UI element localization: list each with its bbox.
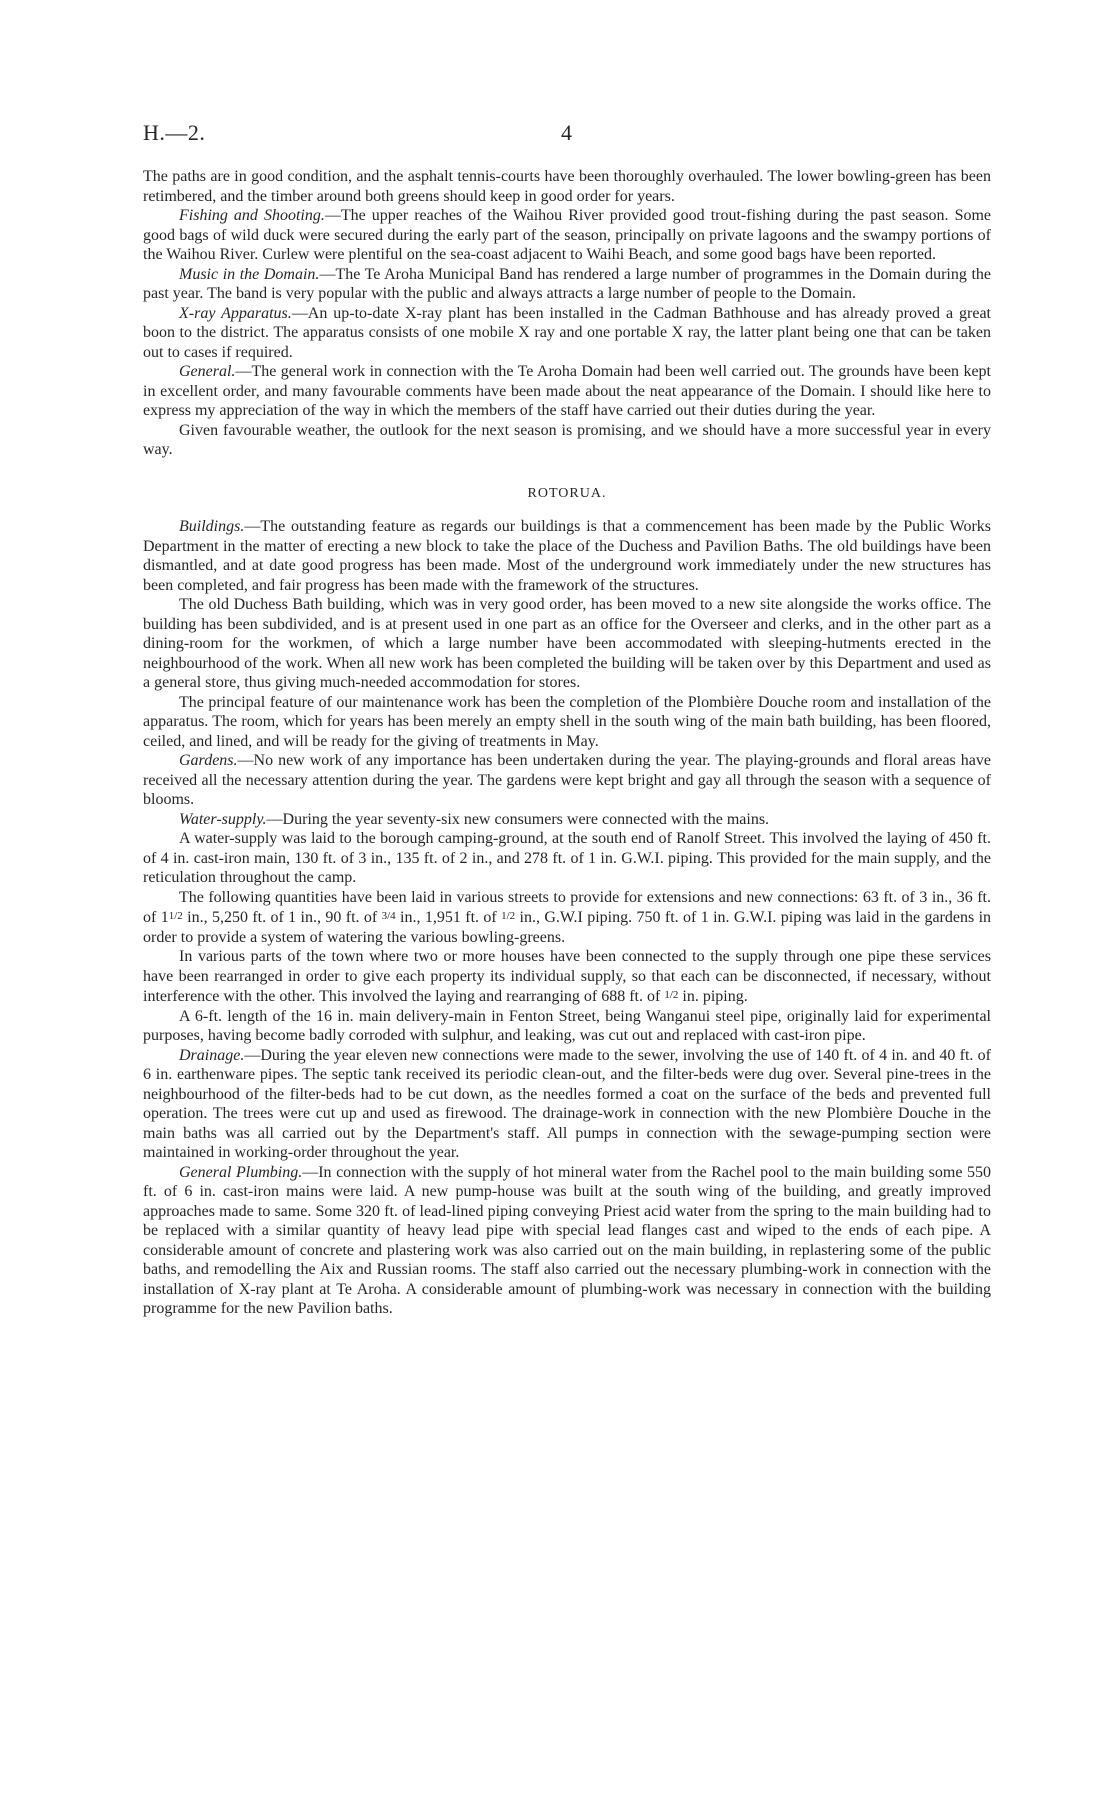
section-heading-drainage: Drainage.	[179, 1046, 245, 1064]
section-heading-general-plumbing: General Plumbing.	[179, 1163, 303, 1181]
fraction: 1/2	[168, 910, 183, 922]
document-body	[143, 167, 991, 1319]
paragraph-buildings: Buildings.—The outstanding feature as regards our buildings is that a commencement has been made by the Public Works Department in the matter of erecting a new block to take the place of the Duchess and Pavilion Baths. The old buildings have been dismantled, and at date good progress has been made. Most of the underground work immediately under the new structures has been completed, and fair progress has been made with the framework of the structures.	[143, 518, 991, 594]
section-heading-music: Music in the Domain.	[179, 265, 320, 283]
document-id: H.—2.	[143, 120, 206, 145]
paragraph-water-supply: Water-supply.—During the year seventy-six new consumers were connected with the mains.	[179, 810, 770, 828]
section-title-rotorua: ROTORUA.	[527, 485, 607, 501]
section-heading-xray: X-ray Apparatus.	[179, 304, 292, 322]
paragraph-plombiere: The principal feature of our maintenance work has been the completion of the Plombière Douche room and installation of the apparatus. The room, which for years has been merely an empty shell in the south wing of the main bath building, has been floored, ceiled, and lined, and will be ready for the giving of treatments in May.	[143, 693, 991, 750]
section-heading-gardens: Gardens.	[179, 752, 238, 769]
fraction: 3/4	[381, 910, 396, 922]
section-heading-fishing: Fishing and Shooting.	[179, 207, 325, 224]
paragraph-quantities: The following quantities have been laid in various streets to provide for extensions and new connections: 63 ft. of 3 in., 36 ft. of 11/2 in., 5,250 ft. of 1 in., 90 ft. of 3/4 in., 1,951 ft. of 1/2 in., G.W.I piping. 750 ft. of 1 in. G.W.I. piping was laid in the gardens in order to provide a system of watering the various bowling-greens.	[143, 888, 992, 946]
paragraph-gardens: Gardens.—No new work of any importance has been undertaken during the year. The playing-grounds and floral areas have received all the necessary attention during the year. The gardens were kept bright and gay all through the season with a sequence of blooms.	[143, 752, 991, 808]
page-number: 4	[561, 120, 572, 145]
fraction: 1/2	[501, 910, 516, 922]
paragraph-outlook: Given favourable weather, the outlook for the next season is promising, and we should have a more successful year in every way.	[143, 421, 991, 458]
paragraph-rearranged-services: In various parts of the town where two or more houses have been connected to the supply through one pipe these services have been rearranged in order to give each property its individual supply, so that each can be disconnected, if necessary, without interference with the other. This involved the laying and rearranging of 688 ft. of 1/2 in. piping.	[143, 948, 991, 1005]
section-heading-general: General.	[179, 363, 236, 380]
paragraph-xray: X-ray Apparatus.—An up-to-date X-ray plant has been installed in the Cadman Bathhouse and has already proved a great boon to the district. The apparatus consists of one mobile X ray and one portable X ray, the latter plant being one that can be taken out to cases if required.	[143, 304, 992, 361]
paragraph-delivery-main: A 6-ft. length of the 16 in. main delivery-main in Fenton Street, being Wanganui steel pipe, originally laid for experimental purposes, having become badly corroded with sulphur, and leaking, was cut out and replaced with cast-iron pipe.	[143, 1007, 991, 1044]
paragraph-general-plumbing: General Plumbing.—In connection with the supply of hot mineral water from the Rachel pool to the main building some 550 ft. of 6 in. cast-iron mains were laid. A new pump-house was built at the south wing of the building, and greatly improved approaches made to same. Some 320 ft. of lead-lined piping conveying Priest acid water from the spring to the main building had to be replaced with a similar quantity of heavy lead pipe with special lead flanges cast and wiped to the ends of each pipe. A considerable amount of concrete and plastering work was also carried out on the main building, in replastering some of the public baths, and remodelling the Aix and Russian rooms. The staff also carried out the necessary plumbing-work in connection with the installation of X-ray plant at Te Aroha. A considerable amount of plumbing-work was necessary in connection with the building programme for the new Pavilion baths.	[143, 1163, 992, 1317]
paragraph-fishing-shooting: Fishing and Shooting.—The upper reaches of the Waihou River provided good trout-fishing during the past season. Some good bags of wild duck were secured during the early part of the season, principally on private lagoons and the swampy portions of the Waihou River. Curlew were plentiful on the sea-coast adjacent to Waihi Beach, and some good bags have been reported.	[143, 207, 992, 263]
section-heading-buildings: Buildings.	[179, 518, 245, 535]
paragraph-paths: The paths are in good condition, and the asphalt tennis-courts have been thoroughly overhauled. The lower bowling-green has been retimbered, and the timber around both greens should keep in good order for years.	[143, 168, 991, 205]
fraction: 1/2	[664, 989, 679, 1001]
paragraph-duchess-bath: The old Duchess Bath building, which was in very good order, has been moved to a new site alongside the works office. The building has been subdivided, and is at present used in one part as an office for the Overseer and clerks, and in the other part as a dining-room for the workmen, of which a large number have been accommodated with sleeping-hutments erected in the neighbourhood of the work. When all new work has been completed the building will be taken over by this Department and used as a general store, thus giving much-needed accommodation for stores.	[143, 596, 991, 691]
paragraph-music: Music in the Domain.—The Te Aroha Municipal Band has rendered a large number of programmes in the Domain during the past year. The band is very popular with the public and always attracts a large number of people to the Domain.	[143, 265, 991, 302]
paragraph-general: General.—The general work in connection with the Te Aroha Domain had been well carried out. The grounds have been kept in excellent order, and many favourable comments have been made about the neat appearance of the Domain. I should like here to express my appreciation of the way in which the members of the staff have carried out their duties during the year.	[143, 363, 991, 419]
page-header	[143, 120, 1013, 150]
paragraph-camping-ground: A water-supply was laid to the borough camping-ground, at the south end of Ranolf Street. This involved the laying of 450 ft. of 4 in. cast-iron main, 130 ft. of 3 in., 135 ft. of 2 in., and 278 ft. of 1 in. G.W.I. piping. This provided for the main supply, and the reticulation throughout the camp.	[143, 830, 991, 886]
paragraph-drainage: Drainage.—During the year eleven new connections were made to the sewer, involving the use of 140 ft. of 4 in. and 40 ft. of 6 in. earthenware pipes. The septic tank received its periodic clean-out, and the filter-beds were dug over. Several pine-trees in the neighbourhood of the filter-beds had to be cut down, as the needles formed a coat on the surface of the beds and prevented full operation. The trees were cut up and used as firewood. The drainage-work in connection with the new Plombière Douche in the main baths was all carried out by the Department's staff. All pumps in connection with the sewage-pumping section were maintained in working-order throughout the year.	[143, 1046, 991, 1161]
section-heading-water-supply: Water-supply.	[179, 810, 267, 828]
